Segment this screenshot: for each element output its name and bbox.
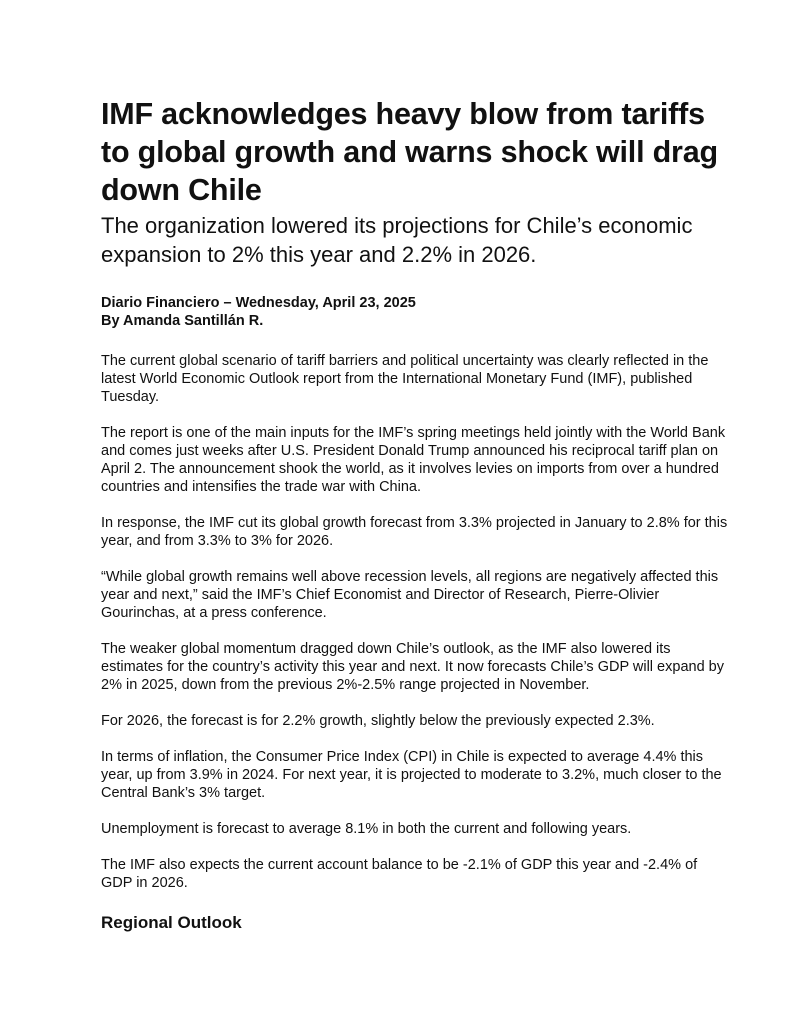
byline: [101, 294, 731, 330]
article-page: [101, 95, 731, 934]
article-body: [101, 352, 731, 892]
body-paragraph: In response, the IMF cut its global growth forecast from 3.3% projected in January to 2.8% for this year, and from 3.3% to 3% for 2026.: [101, 515, 728, 549]
body-paragraph: The report is one of the main inputs for the IMF’s spring meetings held jointly with the World Bank and comes just weeks after U.S. President Donald Trump announced his reciprocal tariff plan on April 2. The announcement shook the world, as it involves levies on imports from over a hundred countries and intensifies the trade war with China.: [101, 425, 726, 495]
body-paragraph: In terms of inflation, the Consumer Price Index (CPI) in Chile is expected to average 4.4% this year, up from 3.9% in 2024. For next year, it is projected to moderate to 3.2%, much closer to the Central Bank’s 3% target.: [101, 749, 722, 801]
byline-source-date: Diario Financiero – Wednesday, April 23, 2025: [101, 295, 416, 311]
article-subheadline: The organization lowered its projections for Chile’s economic expansion to 2% this year and 2.2% in 2026.: [101, 213, 693, 267]
body-paragraph: The current global scenario of tariff barriers and political uncertainty was clearly reflected in the latest World Economic Outlook report from the International Monetary Fund (IMF), published Tuesday.: [101, 353, 709, 405]
body-paragraph: Unemployment is forecast to average 8.1% in both the current and following years.: [101, 821, 632, 837]
body-paragraph: For 2026, the forecast is for 2.2% growth, slightly below the previously expected 2.3%.: [101, 713, 655, 729]
article-headline: IMF acknowledges heavy blow from tariffs to global growth and warns shock will drag down Chile: [101, 97, 718, 207]
body-paragraph: “While global growth remains well above recession levels, all regions are negatively affected this year and next,” said the IMF’s Chief Economist and Director of Research, Pierre-Olivier Gourinchas, at a press conference.: [101, 569, 719, 621]
body-paragraph: The weaker global momentum dragged down Chile’s outlook, as the IMF also lowered its estimates for the country’s activity this year and next. It now forecasts Chile’s GDP will expand by 2% in 2025, down from the previous 2%-2.5% range projected in November.: [101, 641, 724, 693]
section-heading-regional-outlook: Regional Outlook: [101, 913, 242, 932]
body-paragraph: The IMF also expects the current account balance to be -2.1% of GDP this year and -2.4% of GDP in 2026.: [101, 857, 698, 891]
byline-author: By Amanda Santillán R.: [101, 313, 264, 329]
